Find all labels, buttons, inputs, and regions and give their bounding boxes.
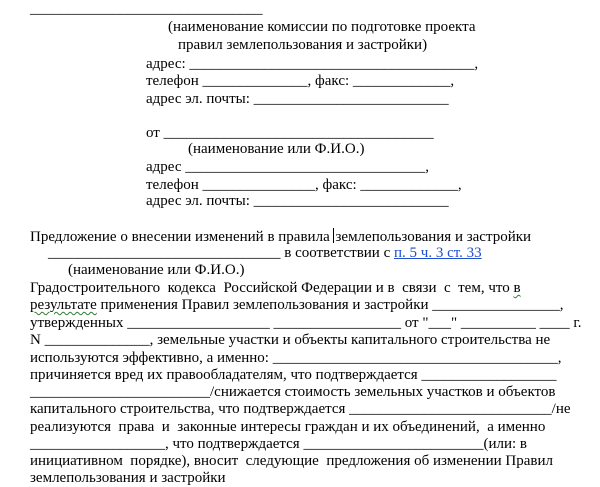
commission-phone-line <box>146 72 454 90</box>
body-line-11: капитального строительства, что подтверждается ___________________________/не <box>30 401 571 417</box>
proposal-basis-line <box>48 244 482 262</box>
sender-from-line: от ____________________________________ <box>146 125 434 141</box>
body-line-6: утвержденных ___________________ _________________ от "___" __________ ____ г. <box>30 315 582 331</box>
proposal-title-start: Предложение о внесении изменений в правила <box>30 229 334 245</box>
body-line-4-flagged: в <box>513 280 521 296</box>
body-line-5-flagged: результате <box>30 297 97 313</box>
body-line-5 <box>30 296 564 314</box>
body-line-10: ________________________/снижается стоимость земельных участков и объектов <box>30 384 556 400</box>
sender-email-line: адрес эл. почты: __________________________ <box>146 193 449 209</box>
applicant-caption: (наименование или Ф.И.О.) <box>68 262 245 278</box>
body-line-12: реализуются права и законные интересы граждан и их объединений, а именно <box>30 419 546 435</box>
commission-email-line: адрес эл. почты: __________________________ <box>146 91 449 107</box>
body-line-15: землепользования и застройки <box>30 470 226 486</box>
sender-address-line: адрес ________________________________, <box>146 159 429 175</box>
proposal-basis-text: _______________________________ в соответствии с <box>48 245 394 261</box>
body-line-13: __________________, что подтверждается ________________________(или: в <box>30 436 527 452</box>
commission-caption-line-1: (наименование комиссии по подготовке проекта <box>168 19 476 35</box>
sender-fax: факс: _____________, <box>322 177 462 193</box>
commission-fax: факс: _____________, <box>315 73 455 89</box>
commission-phone: телефон ______________, <box>146 73 316 89</box>
law-article-link[interactable]: п. 5 ч. 3 ст. 33 <box>394 245 482 261</box>
sender-name-caption: (наименование или Ф.И.О.) <box>188 141 365 157</box>
proposal-title-end: землепользования и застройки <box>335 229 532 245</box>
body-line-14: инициативном порядке), вносит следующие предложения об изменении Правил <box>30 453 553 469</box>
body-line-7: N ______________, земельные участки и объекты капитального строительства не <box>30 332 551 348</box>
body-line-5-text: применения Правил землепользования и застройки _________________, <box>96 297 564 313</box>
top-blank-line: _______________________________ <box>30 1 263 17</box>
commission-caption-line-2: правил землепользования и застройки) <box>178 37 428 53</box>
commission-address-line: адрес: ______________________________________, <box>146 56 479 72</box>
sender-phone: телефон _______________, <box>146 177 323 193</box>
body-line-8: используются эффективно, а именно: ______________________________________, <box>30 350 562 366</box>
body-line-9: причиняется вред их правообладателям, что подтверждается __________________ <box>30 367 557 383</box>
body-line-4 <box>30 279 521 297</box>
body-line-4-text: Градостроительного кодекса Российской Федерации и в связи с тем, что <box>30 280 514 296</box>
